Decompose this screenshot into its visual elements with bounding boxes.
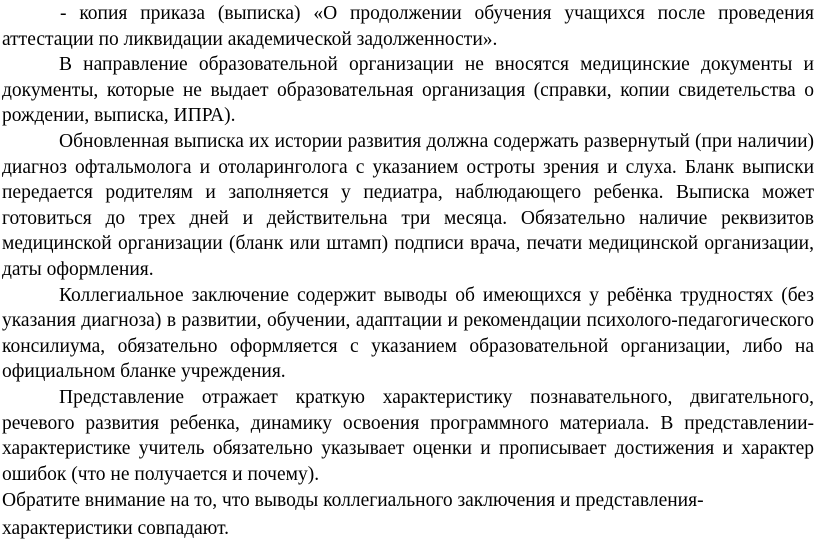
paragraph-medical-extract: Обновленная выписка их истории развития должна содержать развернутый (при наличии) диагноз офтальмолога и отоларинголога с указанием остроты зрения и слуха. Бланк выписки передается родителям и заполняется у педиатра, наблюдающего ребенка. Выписка может готовиться до трех дней и действительна три месяца. Обязательно наличие реквизитов медицинской организации (бланк или штамп) подписи врача, печати медицинской организации, даты оформления.: [2, 130, 814, 280]
paragraph-order-copy: - копия приказа (выписка) «О продолжении обучения учащихся после проведения аттестации по ликвидации академической задолженности».: [2, 3, 814, 50]
paragraph-teacher-report: Представление отражает краткую характеристику познавательного, двигательного, речевого развития ребенка, динамику освоения программного материала. В представлении-характеристике учитель обязательно указывает оценки и прописывает достижения и характер ошибок (что не получается и почему).: [2, 386, 814, 485]
paragraph-closing-note: Обратите внимание на то, что выводы коллегиального заключения и представления-характеристики совпадают.: [2, 490, 704, 540]
paragraph-referral-documents: В направление образовательной организации не вносятся медицинские документы и документы, которые не выдает образовательная организация (справки, копии свидетельства о рождении, выписка, ИПРА).: [2, 54, 814, 127]
paragraph-collegial-conclusion: Коллегиальное заключение содержит выводы об имеющихся у ребёнка трудностях (без указания диагноза) в развитии, обучении, адаптации и рекомендации психолого-педагогического консилиума, обязательно оформляется с указанием образовательной организации, либо на официальном бланке учреждения.: [2, 284, 814, 383]
